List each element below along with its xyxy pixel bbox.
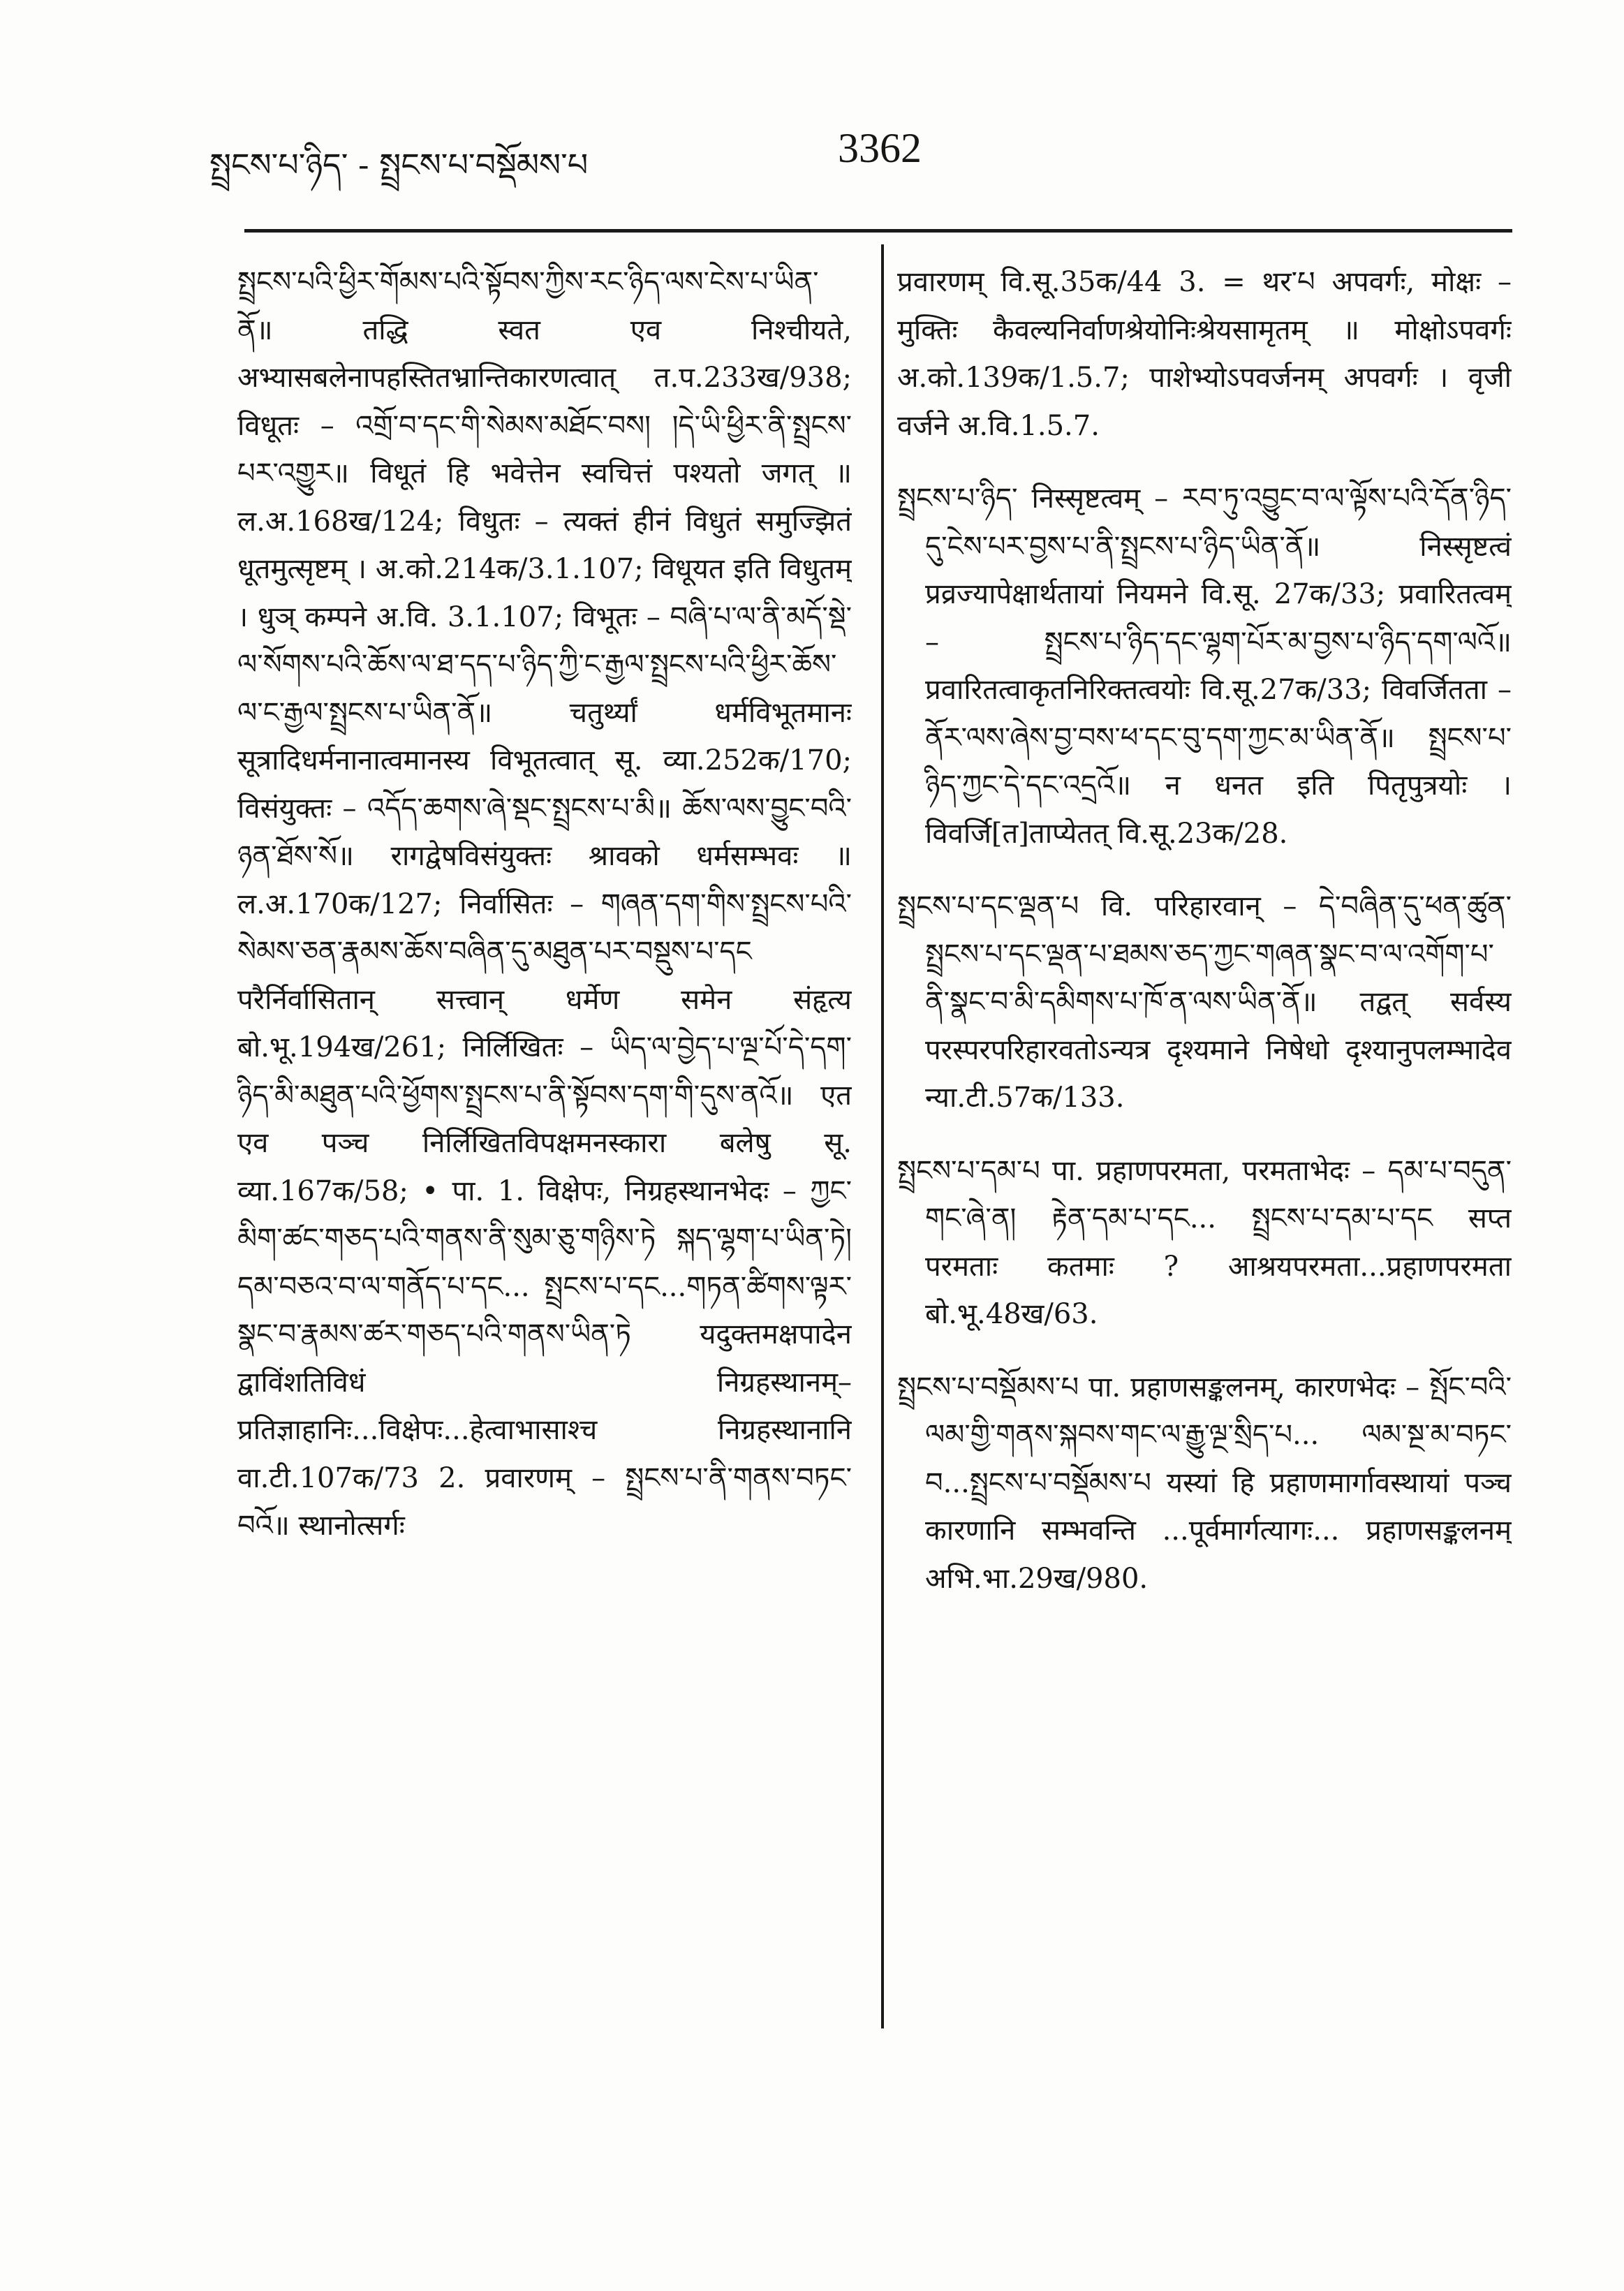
dictionary-entry-continuation: प्रवारणम् वि.सू.35क/44 3. = थर་པ अपवर्गः, मोक्षः – मुक्तिः कैवल्यनिर्वाणश्रेयोनिःश्रेयसामृतम् ॥ मोक्षोऽपवर्गः अ.को.139क/1.5.7; पाशेभ्योऽपवर्जनम् अपवर्गः । वृजी वर्जने अ.वि.1.5.7. [897, 266, 1512, 442]
page-header [209, 124, 1508, 201]
dictionary-entry: སྤྲངས་པ་བསྡོམས་པ पा. प्रहाणसङ्कलनम्, कारणभेदः – སྤོང་བའི་ལམ་གྱི་གནས་སྐབས་གང་ལ་རྒྱུ་ལྔ་སྲིད་པ... ལམ་སྔ་མ་བཏང་བ...སྤྲངས་པ་བསྡོམས་པ यस्यां हि प्रहाणमार्गावस्थायां पञ्च कारणानि सम्भवन्ति ...पूर्वमार्गत्यागः... प्रहाणसङ्कलनम् अभि.भा.29ख/980. [897, 1371, 1512, 1595]
header-rule [244, 229, 1512, 233]
dictionary-entry-continuation: སྤྲངས་པའི་ཕྱིར་གོམས་པའི་སྟོབས་ཀྱིས་རང་ཉིད་ལས་ངེས་པ་ཡིན་ནོ॥ तद्धि स्वत एव निश्चीयते, अभ्यासबलेनापहस्तितभ्रान्तिकारणत्वात् त.प.233ख/938; विधूतः – འགྲོ་བ་དང་གི་སེམས་མཐོང་བས། །དེ་ཡི་ཕྱིར་ནི་སྤྲངས་པར་འགྱུར॥ विधूतं हि भवेत्तेन स्वचित्तं पश्यतो जगत् ॥ ल.अ.168ख/124; विधुतः – त्यक्तं हीनं विधुतं समुज्झितं धूतमुत्सृष्टम् । अ.को.214क/3.1.107; विधूयत इति विधुतम् । धुञ् कम्पने अ.वि. 3.1.107; विभूतः – བཞི་པ་ལ་ནི་མདོ་སྡེ་ལ་སོགས་པའི་ཆོས་ལ་ཐ་དད་པ་ཉིད་ཀྱི་ང་རྒྱལ་སྤྲངས་པའི་ཕྱིར་ཆོས་ལ་ང་རྒྱལ་སྤྲངས་པ་ཡིན་ནོ॥ चतुर्थ्यां धर्मविभूतमानः सूत्रादिधर्मनानात्वमानस्य विभूतत्वात् सू. व्या.252क/170; विसंयुक्तः – འདོད་ཆགས་ཞེ་སྡང་སྤྲངས་པ་མི॥ ཆོས་ལས་བྱུང་བའི་ཉན་ཐོས་སོ॥ रागद्वेषविसंयुक्तः श्रावको धर्मसम्भवः ॥ ल.अ.170क/127; निर्वासितः – གཞན་དག་གིས་སྤྲངས་པའི་སེམས་ཅན་རྣམས་ཆོས་བཞིན་དུ་མཐུན་པར་བསྡུས་པ་དང परैर्निर्वासितान् सत्त्वान् धर्मेण समेन संहृत्य बो.भू.194ख/261; निर्लिखितः – ཡིད་ལ་བྱེད་པ་ལྔ་པོ་དེ་དག་ཉིད་མི་མཐུན་པའི་ཕྱོགས་སྤྲངས་པ་ནི་སྟོབས་དག་གི་དུས་ནའོ॥ एत एव पञ्च निर्लिखितविपक्षमनस्कारा बलेषु सू. व्या.167क/58; • पा. 1. विक्षेपः, निग्रहस्थानभेदः – ཀྱང་མིག་ཚང་གཅད་པའི་གནས་ནི་སུམ་ཅུ་གཉིས་ཏེ སྐད་ལྷག་པ་ཡིན་ཏེ། དམ་བཅའ་བ་ལ་གནོད་པ་དང... སྤྲངས་པ་དང...གཏན་ཚིགས་ལྟར་སྣང་བ་རྣམས་ཚར་གཅད་པའི་གནས་ཡིན་ཏེ यदुक्तमक्षपादेन द्वाविंशतिविधं निग्रहस्थानम्–प्रतिज्ञाहानिः...विक्षेपः...हेत्वाभासाश्च निग्रहस्थानानि वा.टी.107क/73 2. प्रवारणम् – སྤྲངས་པ་ནི་གནས་བཏང་བའོ॥ स्थानोत्सर्गः [237, 266, 852, 1542]
dictionary-entry: སྤྲངས་པ་དམ་པ पा. प्रहाणपरमता, परमताभेदः – དམ་པ་བདུན་གང་ཞེ་ན། རྟེན་དམ་པ་དང... སྤྲངས་པ་དམ་པ་དང सप्त परमताः कतमाः ? आश्रयपरमता...प्रहाणपरमता बो.भू.48ख/63. [897, 1154, 1512, 1330]
dictionary-entry: སྤྲངས་པ་ཉིད་ निस्सृष्टत्वम् – རབ་ཏུ་འབྱུང་བ་ལ་ལྟོས་པའི་དོན་ཉིད་དུ་ངེས་པར་བྱས་པ་ནི་སྤྲངས་པ་ཉིད་ཡིན་ནོ॥ निस्सृष्टत्वं प्रव्रज्यापेक्षार्थतायां नियमने वि.सू. 27क/33; प्रवारितत्वम् – སྤྲངས་པ་ཉིད་དང་ལྷག་པོར་མ་བྱས་པ་ཉིད་དག་ལའོ॥ प्रवारितत्वाकृतनिरिक्तत्वयोः वि.सू.27क/33; विवर्जितता – ནོར་ལས་ཞེས་བྱ་བས་ཕ་དང་བུ་དག་ཀྱང་མ་ཡིན་ནོ॥ སྤྲངས་པ་ཉིད་ཀྱང་དེ་དང་འདྲའོ॥ न धनत इति पितृपुत्रयोः । विवर्जि[त]ताप्येतत् वि.सू.23क/28. [897, 482, 1512, 850]
left-column [237, 258, 852, 2004]
right-column [897, 258, 1512, 2004]
column-divider [881, 244, 884, 2028]
page-number: 3362 [838, 125, 922, 171]
dictionary-entry: སྤྲངས་པ་དང་ལྡན་པ वि. परिहारवान् – དེ་བཞིན་དུ་ཕན་ཚུན་སྤྲངས་པ་དང་ལྡན་པ་ཐམས་ཅད་ཀྱང་གཞན་སྣང་བ་ལ་འགོག་པ་ནི་སྣང་བ་མི་དམིགས་པ་ཁོ་ན་ལས་ཡིན་ནོ॥ तद्वत् सर्वस्य परस्परपरिहारवतोऽन्यत्र दृश्यमाने निषेधो दृश्यानुपलम्भादेव न्या.टी.57क/133. [897, 890, 1512, 1114]
running-header-title: སྤྲངས་པ་ཉིད་ - སྤྲངས་པ་བསྡོམས་པ [209, 146, 589, 184]
